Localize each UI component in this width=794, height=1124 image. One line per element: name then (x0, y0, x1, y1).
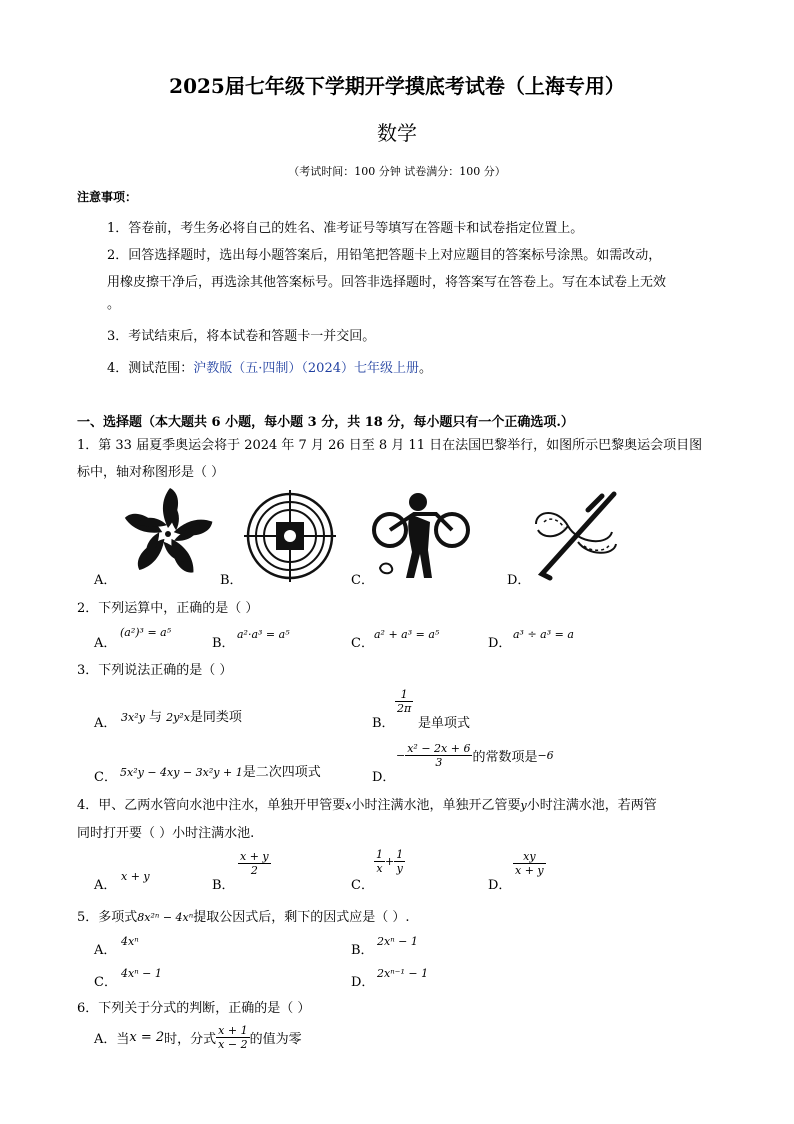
q1-option-d-hockey-icon (528, 490, 624, 582)
subject-title: 数学 (377, 121, 417, 145)
q3-d-sign: − (396, 749, 406, 762)
q2-option-d-label: D． (488, 636, 512, 651)
q2-option-a-label: A． (94, 636, 117, 651)
q5-option-d-math: 2xⁿ⁻¹ − 1 (377, 967, 429, 980)
q3-d-numerator: x² − 2x + 6 (407, 742, 471, 755)
q6-a-fraction (216, 1024, 249, 1051)
section-1-heading: 一、选择题（本大题共 6 小题，每小题 3 分，共 18 分，每小题只有一个正确选项.） (77, 415, 574, 430)
q4-c2-denominator: y (394, 861, 405, 875)
q4-b-fraction (238, 850, 271, 877)
q4-var-x: x (345, 799, 352, 812)
note-4-range: 沪教版（五·四制）（2024）七年级上册 (193, 361, 419, 376)
note-1: 1．答卷前，考生务必将自己的姓名、准考证号等填写在答题卡和试卷指定位置上。 (107, 221, 584, 236)
q4-b-numerator: x + y (240, 850, 269, 863)
q6-a-prefix: A．当 (94, 1032, 130, 1047)
q3-option-a-label: A． (94, 716, 117, 731)
q1-option-c-label: C． (351, 573, 374, 588)
q4-option-a-label: A． (94, 878, 117, 893)
q4-line1-a: 4．甲、乙两水管向水池中注水，单独开甲管要 (77, 798, 346, 813)
note-3: 3．考试结束后，将本试卷和答题卡一并交回。 (107, 329, 376, 344)
exam-title: 2025届七年级下学期开学摸底考试卷（上海专用） (169, 74, 625, 98)
note-4-suffix: 。 (419, 361, 433, 376)
q4-line1-b: 小时注满水池，单独开乙管要 (351, 798, 521, 813)
q6-stem: 6．下列关于分式的判断，正确的是（ ） (77, 1001, 311, 1016)
note-2-line2: 用橡皮擦干净后，再选涂其他答案标号。回答非选择题时，将答案写在答卷上。写在本试卷上无效 (107, 275, 667, 290)
q5-stem-b: 提取公因式后，剩下的因式应是（ ）. (193, 910, 410, 925)
q1-option-c-cyclist-icon (370, 492, 472, 578)
q6-option-a (94, 1024, 302, 1051)
exam-info: （考试时间：100 分钟 试卷满分：100 分） (288, 165, 506, 178)
q2-option-b-math: a²·a³ = a⁵ (237, 628, 290, 641)
q4-line1-c: 小时注满水池，若两管 (526, 798, 657, 813)
q5-option-b-label: B． (351, 943, 374, 958)
q3-d-denominator: 3 (405, 755, 472, 769)
q2-option-b-label: B． (212, 636, 235, 651)
q3-d-text: 的常数项是 (472, 750, 538, 765)
q4-option-c (374, 848, 405, 875)
q3-a-text: 是同类项 (189, 710, 242, 725)
q1-stem-line2: 标中，轴对称图形是（ ） (77, 465, 225, 480)
q4-c-plus: + (385, 855, 395, 868)
q5-option-c-label: C． (94, 975, 117, 990)
q5-stem (77, 906, 410, 925)
q1-stem-line1: 1．第 33 届夏季奥运会将于 2024 年 7 月 26 日至 8 月 11 日在法国巴黎举行，如图所示巴黎奥运会项目图 (77, 438, 703, 453)
q4-c1-denominator: x (374, 861, 385, 875)
q3-option-b-label: B． (372, 716, 395, 731)
q1-option-a-pinwheel-icon (116, 486, 220, 582)
note-2-line3: 。 (107, 297, 121, 312)
q4-c-fraction-1 (374, 848, 385, 875)
q4-b-denominator: 2 (238, 863, 271, 877)
q3-option-d-label: D． (372, 770, 396, 785)
note-4 (107, 357, 432, 376)
q5-option-c-math: 4xⁿ − 1 (121, 967, 162, 980)
q4-option-d-label: D． (488, 878, 512, 893)
q3-d-value: −6 (537, 749, 554, 762)
q3-a-monomial-2: 2y²x (166, 711, 190, 724)
note-2-line1: 2．回答选择题时，选出每小题答案后，用铅笔把答题卡上对应题目的答案标号涂黑。如需改动， (107, 248, 662, 263)
q3-b-numerator: 1 (400, 688, 408, 701)
q1-option-b-target-icon (244, 490, 336, 582)
q5-option-b-math: 2xⁿ − 1 (377, 935, 418, 948)
q1-option-b-label: B． (220, 573, 243, 588)
q1-option-a-label: A． (94, 573, 117, 588)
q3-b-denominator: 2π (397, 702, 412, 715)
q3-a-monomial-1: 3x²y (121, 711, 145, 724)
q5-stem-math: 8x²ⁿ − 4xⁿ (137, 911, 194, 924)
q4-c2-numerator: 1 (396, 848, 404, 861)
q1-option-d-label: D． (507, 573, 531, 588)
q4-d-fraction (513, 850, 546, 877)
q4-c1-numerator: 1 (376, 848, 383, 861)
q2-option-c-label: C． (351, 636, 374, 651)
q3-c-math: 5x²y − 4xy − 3x²y + 1 (120, 766, 243, 779)
q3-b-fraction (395, 688, 413, 715)
q4-option-a-math: x + y (121, 870, 150, 883)
q3-stem: 3．下列说法正确的是（ ） (77, 663, 233, 678)
q2-option-a-math: (a²)³ = a⁵ (120, 626, 172, 639)
note-4-prefix: 4．测试范围： (107, 361, 194, 376)
q4-option-c-label: C． (351, 878, 374, 893)
q3-a-mid: 与 (144, 710, 167, 725)
q6-a-text: 的值为零 (249, 1032, 302, 1047)
q3-option-d (396, 742, 554, 769)
q4-d-numerator: xy (523, 850, 536, 863)
q6-a-condition: x = 2 (129, 1030, 165, 1045)
q2-stem: 2．下列运算中，正确的是（ ） (77, 601, 259, 616)
q3-d-fraction (405, 742, 472, 769)
q5-option-a-math: 4xⁿ (121, 935, 139, 948)
q5-option-a-label: A． (94, 943, 117, 958)
q5-option-d-label: D． (351, 975, 375, 990)
q4-d-denominator: x + y (515, 864, 544, 877)
q2-option-c-math: a² + a³ = a⁵ (374, 628, 440, 641)
q6-a-denominator: x − 2 (218, 1038, 248, 1051)
q6-a-mid: 时，分式 (164, 1032, 217, 1047)
q3-b-text: 是单项式 (418, 716, 471, 731)
q3-c-text: 是二次四项式 (242, 765, 321, 780)
q4-c-fraction-2 (394, 848, 405, 875)
notes-heading: 注意事项： (77, 190, 138, 204)
q3-option-a (121, 706, 242, 725)
q4-stem-line2: 同时打开要（ ）小时注满水池. (77, 826, 255, 841)
q3-option-c (120, 761, 321, 780)
q6-a-numerator: x + 1 (218, 1024, 248, 1037)
q2-option-d-math: a³ ÷ a³ = a (513, 628, 574, 641)
q4-option-b-label: B． (212, 878, 235, 893)
q5-stem-a: 5．多项式 (77, 910, 138, 925)
q3-option-c-label: C． (94, 770, 117, 785)
q4-stem-line1 (77, 794, 657, 813)
q4-var-y: y (520, 799, 527, 812)
